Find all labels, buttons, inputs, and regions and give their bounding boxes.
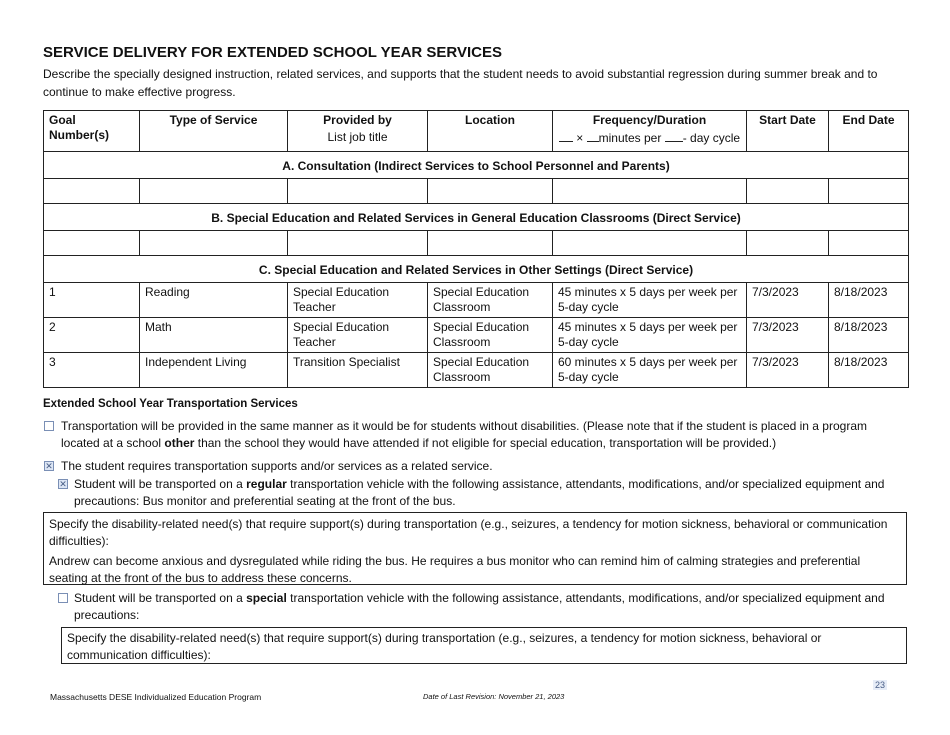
cell-location: Special Education Classroom: [428, 283, 553, 318]
freq-cycle: - day cycle: [682, 131, 741, 145]
cell-frequency: 60 minutes x 5 days per week per 5-day cycle: [553, 353, 747, 388]
table-cell: [140, 231, 288, 256]
cell-start: 7/3/2023: [747, 318, 829, 353]
table-cell: [829, 179, 909, 204]
header-goal-number: Goal Number(s): [44, 111, 140, 152]
special-vehicle-text-a: Student will be transported on a: [74, 591, 247, 605]
header-end-date: End Date: [829, 111, 909, 152]
header-frequency-sub: [558, 130, 741, 146]
table-cell: [44, 231, 140, 256]
regular-vehicle-text: [58, 476, 904, 510]
header-frequency-duration: [553, 111, 747, 152]
blank-line: [559, 130, 573, 142]
option-same-transport: [44, 418, 904, 452]
same-transport-checkbox[interactable]: [44, 421, 54, 431]
cell-end: 8/18/2023: [829, 318, 909, 353]
related-service-checkbox[interactable]: ✕: [45, 461, 53, 471]
regular-vehicle-checkbox[interactable]: ✕: [59, 479, 67, 489]
section-c-label: C. Special Education and Related Services in Other Settings (Direct Service): [44, 256, 909, 283]
special-vehicle-text-b: transportation vehicle with the following assistance, attendants, modifications, and/or specialized equipment and precautions:: [74, 591, 885, 622]
cell-goal: 2: [44, 318, 140, 353]
table-row: [44, 353, 909, 388]
related-service-text: The student requires transportation supports and/or services as a related service.: [61, 459, 493, 473]
section-c-row: [44, 256, 909, 283]
cell-type: Math: [140, 318, 288, 353]
section-b-label: B. Special Education and Related Services in General Education Classrooms (Direct Service): [44, 204, 909, 231]
table-cell: [428, 231, 553, 256]
option-regular-vehicle: [58, 476, 904, 510]
table-cell: [747, 179, 829, 204]
header-type-of-service: Type of Service: [140, 111, 288, 152]
table-cell: [140, 179, 288, 204]
cell-end: 8/18/2023: [829, 283, 909, 318]
footer-program-name: Massachusetts DESE Individualized Education Program: [50, 692, 262, 702]
same-transport-text-bold: other: [164, 436, 195, 450]
cell-goal: 1: [44, 283, 140, 318]
same-transport-text: [44, 418, 904, 452]
cell-frequency: 45 minutes x 5 days per week per 5-day cycle: [553, 318, 747, 353]
table-cell: [288, 231, 428, 256]
cell-start: 7/3/2023: [747, 353, 829, 388]
table-row: [44, 283, 909, 318]
table-cell: [553, 179, 747, 204]
same-transport-text-a: Transportation will be provided in the same manner as it would be for students without disabilities. (Please note that if the student is placed in a program located at a school: [61, 419, 867, 450]
blank-line: [665, 130, 683, 142]
section-a-row: [44, 152, 909, 179]
regular-vehicle-text-a: Student will be transported on a: [74, 477, 247, 491]
freq-minutes: minutes per: [598, 131, 662, 145]
table-cell: [553, 231, 747, 256]
regular-needs-box: [43, 512, 907, 585]
header-frequency-label: Frequency/Duration: [592, 113, 707, 127]
cell-provided: Transition Specialist: [288, 353, 428, 388]
page-title: SERVICE DELIVERY FOR EXTENDED SCHOOL YEAR SERVICES: [43, 44, 503, 61]
page-description: Describe the specially designed instruction, related services, and supports that the student needs to avoid substantial regression during summer break and to continue to make effective progress.: [43, 67, 878, 99]
option-special-vehicle: [58, 590, 904, 624]
section-a-blank-row: [44, 179, 909, 204]
header-location: Location: [428, 111, 553, 152]
table-cell: [428, 179, 553, 204]
section-b-row: [44, 204, 909, 231]
special-vehicle-bold: special: [246, 591, 287, 605]
table-cell: [44, 179, 140, 204]
page-number: 23: [875, 680, 886, 690]
cell-location: Special Education Classroom: [428, 353, 553, 388]
footer-revision-date: Date of Last Revision: November 21, 2023: [423, 692, 565, 701]
header-start-date: Start Date: [747, 111, 829, 152]
freq-x: ×: [576, 131, 584, 145]
cell-frequency: 45 minutes x 5 days per week per 5-day cycle: [553, 283, 747, 318]
cell-start: 7/3/2023: [747, 283, 829, 318]
regular-vehicle-text-b: transportation vehicle with the following assistance, attendants, modifications, and/or specialized equipment and precautions: Bus monitor and preferential seating at the front of the bus.: [74, 477, 885, 508]
table-cell: [747, 231, 829, 256]
cell-end: 8/18/2023: [829, 353, 909, 388]
regular-needs-answer[interactable]: Andrew can become anxious and dysregulated while riding the bus. He requires a bus monitor who can remind him of calming strategies and preferential seating at the front of the bus to address these concerns.: [49, 554, 861, 585]
special-vehicle-text: [58, 590, 904, 624]
regular-needs-prompt: Specify the disability-related need(s) that require support(s) during transportation (e.g., seizures, a tendency for motion sickness, behavioral or communication difficulties):: [49, 517, 888, 548]
header-provided-by-label: Provided by: [323, 113, 392, 127]
regular-vehicle-bold: regular: [246, 477, 287, 491]
table-cell: [288, 179, 428, 204]
table-row: [44, 318, 909, 353]
blank-line: [587, 130, 599, 142]
cell-type: Independent Living: [140, 353, 288, 388]
header-provided-by-sub: List job title: [327, 130, 388, 144]
transportation-heading: Extended School Year Transportation Services: [43, 398, 298, 410]
section-a-label: A. Consultation (Indirect Services to School Personnel and Parents): [44, 152, 909, 179]
cell-goal: 3: [44, 353, 140, 388]
same-transport-text-b: than the school they would have attended if not eligible for special education, transportation will be provided.): [194, 436, 777, 450]
cell-provided: Special Education Teacher: [288, 318, 428, 353]
cell-provided: Special Education Teacher: [288, 283, 428, 318]
special-vehicle-checkbox[interactable]: [58, 593, 68, 603]
service-delivery-table: [43, 110, 909, 388]
header-provided-by: [288, 111, 428, 152]
cell-type: Reading: [140, 283, 288, 318]
special-needs-prompt: Specify the disability-related need(s) that require support(s) during transportation (e.g., seizures, a tendency for motion sickness, behavioral or communication difficulties):: [67, 631, 822, 662]
special-needs-box: [61, 627, 907, 664]
section-b-blank-row: [44, 231, 909, 256]
table-header-row: [44, 111, 909, 152]
cell-location: Special Education Classroom: [428, 318, 553, 353]
table-cell: [829, 231, 909, 256]
option-related-service: [44, 458, 904, 475]
